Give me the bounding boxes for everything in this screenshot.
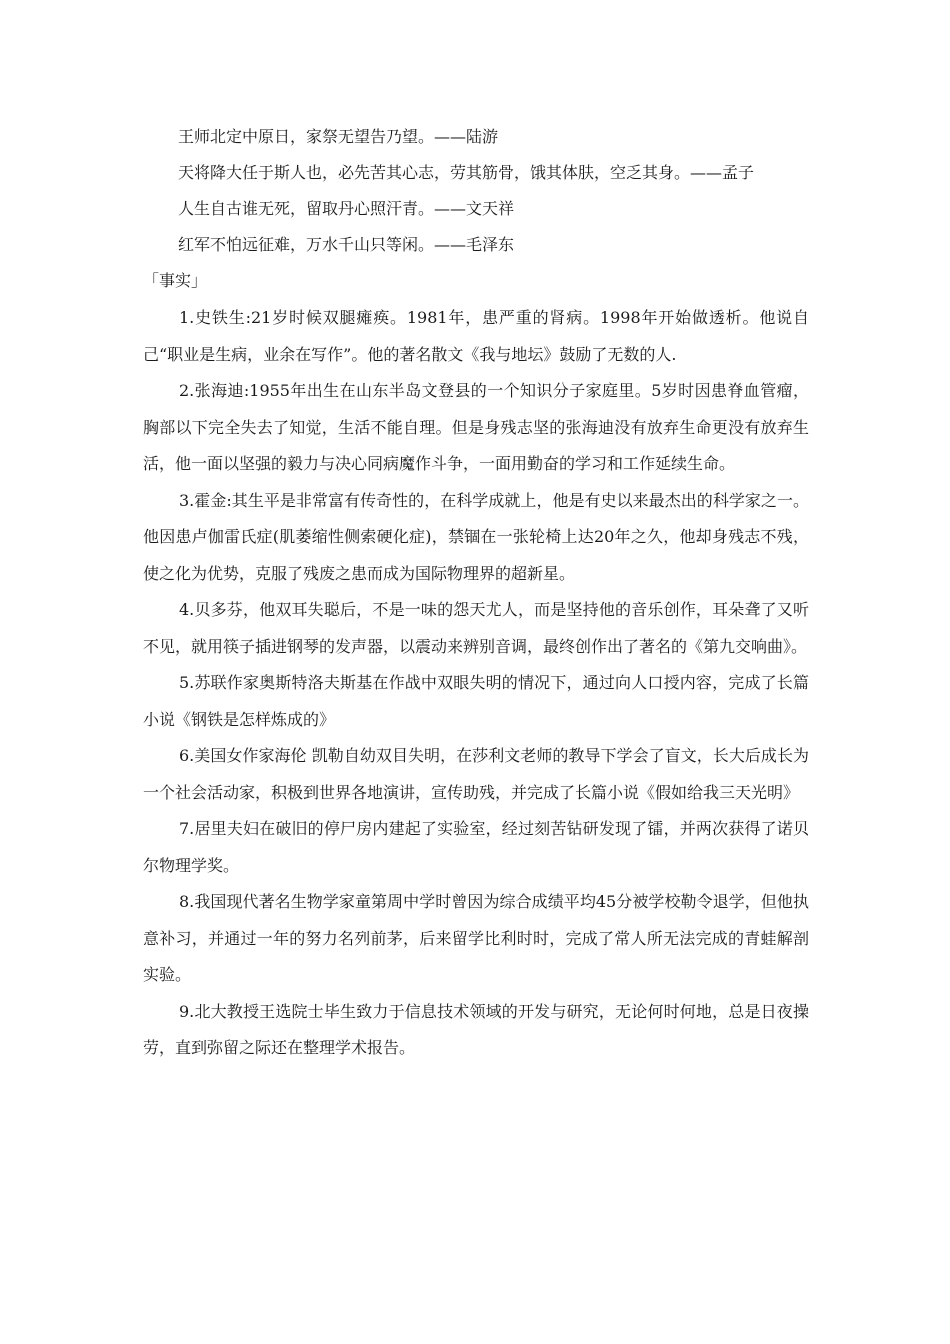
fact-paragraph: 7.居里夫妇在破旧的停尸房内建起了实验室，经过刻苦钻研发现了镭，并两次获得了诺贝尔物理学奖。 bbox=[143, 819, 809, 875]
fact-paragraph: 8.我国现代著名生物学家童第周中学时曾因为综合成绩平均45分被学校勒令退学，但他执意补习，并通过一年的努力名列前茅，后来留学比利时时，完成了常人所无法完成的青蛙解剖实验。 bbox=[143, 892, 809, 984]
fact-paragraph: 6.美国女作家海伦 凯勒自幼双目失明，在莎利文老师的教导下学会了盲文，长大后成长为一个社会活动家，积极到世界各地演讲，宣传助残，并完成了长篇小说《假如给我三天光明》 bbox=[143, 746, 809, 802]
quote-line: 人生自古谁无死，留取丹心照汗青。——文天祥 bbox=[178, 199, 515, 218]
fact-paragraph: 1.史铁生:21岁时候双腿瘫痪。1981年，患严重的肾病。1998年开始做透析。他说自己“职业是生病，业余在写作”。他的著名散文《我与地坛》鼓励了无数的人. bbox=[143, 308, 809, 364]
fact-paragraph: 5.苏联作家奥斯特洛夫斯基在作战中双眼失明的情况下，通过向人口授内容，完成了长篇小说《钢铁是怎样炼成的》 bbox=[143, 673, 809, 729]
section-heading: 「事实」 bbox=[143, 271, 208, 290]
quote-line: 天将降大任于斯人也，必先苦其心志，劳其筋骨，饿其体肤，空乏其身。——孟子 bbox=[178, 163, 755, 182]
facts-list bbox=[143, 300, 809, 1067]
quote-line: 红军不怕远征难，万水千山只等闲。——毛泽东 bbox=[178, 235, 515, 254]
fact-paragraph: 9.北大教授王选院士毕生致力于信息技术领域的开发与研究，无论何时何地，总是日夜操劳，直到弥留之际还在整理学术报告。 bbox=[143, 1001, 809, 1057]
fact-paragraph: 2.张海迪:1955年出生在山东半岛文登县的一个知识分子家庭里。5岁时因患脊血管瘤，胸部以下完全失去了知觉，生活不能自理。但是身残志坚的张海迪没有放弃生命更没有放弃生活，他一面以坚强的毅力与决心同病魔作斗争，一面用勤奋的学习和工作延续生命。 bbox=[143, 381, 809, 473]
quote-line: 王师北定中原日，家祭无望告乃望。——陆游 bbox=[178, 127, 499, 146]
fact-paragraph: 3.霍金:其生平是非常富有传奇性的，在科学成就上，他是有史以来最杰出的科学家之一。他因患卢伽雷氏症(肌萎缩性侧索硬化症)，禁锢在一张轮椅上达20年之久，他却身残志不残，使之化为优势，克服了残废之患而成为国际物理界的超新星。 bbox=[143, 490, 809, 583]
fact-paragraph: 4.贝多芬，他双耳失聪后，不是一味的怨天尤人，而是坚持他的音乐创作，耳朵聋了又听不见，就用筷子插进钢琴的发声器，以震动来辨别音调，最终创作出了著名的《第九交响曲》。 bbox=[143, 600, 809, 656]
